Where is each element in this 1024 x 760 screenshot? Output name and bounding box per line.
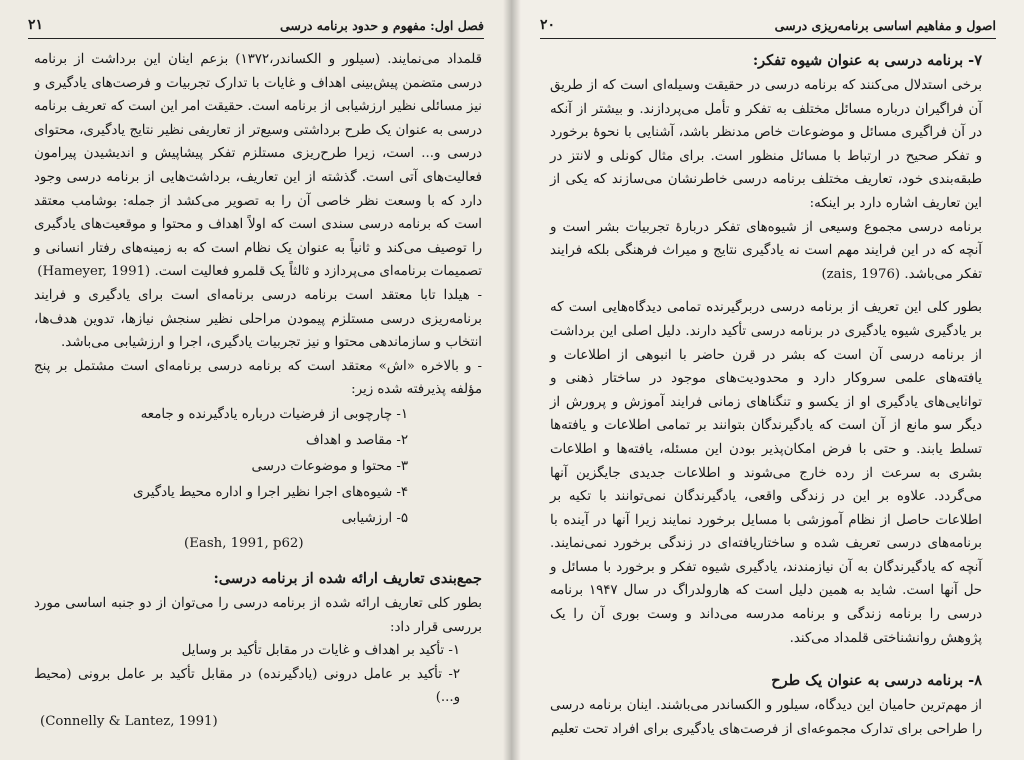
components-list <box>34 402 482 532</box>
list-citation: (Eash, 1991, p62) <box>184 535 304 551</box>
summary-citation: (Connelly & Lantez, 1991) <box>40 713 218 729</box>
spacer <box>550 650 982 668</box>
list-item: ۵- ارزشیابی <box>341 510 408 526</box>
right-paragraph-3: بطور کلی این تعریف از برنامه درسی دربرگیرنده تمامی دیدگاه‌هایی است که بر یادگیری شیوه یادگیری در برنامه درسی تأکید دارند. دلیل اصلی این برداشت از برنامه درسی آن است که بشر در قرن حاضر با انبوهی از اطلاعات و یافته‌های علمی سروکار دارد و محدودیت‌های موجود در ساختار ذهنی و توانایی‌های یادگیری او از یکسو و تنگناهای زمانی فرایند آموزش و پرورش از دیگر سو مانع از آن است که یادگیرندگان بتوانند بر تمامی اطلاعات و یافته‌ها تسلط یابند. و حتی با فرض امکان‌پذیر بودن این مسئله، یافته‌ها و اطلاعات بشری به سرعت از رده خارج می‌شوند و اطلاعات جدیدی جایگزین آنها می‌گردد. علاوه بر این در زندگی واقعی، یادگیرندگان نمی‌توانند با تکیه بر اطلاعات حاصل از نظام آموزشی با مسایل برخورد نمایند زیرا آنها در آینده با برنامه‌های درسی تعریف شده و ساختاریافته‌ای در زندگی برخورد نمی‌نمایند. آنچه که یادگیرندگان به آن نیازمندند، یادگیری شیوه تفکر و برخورد با مسائل و حل آنها است. شاید به همین دلیل است که هارولدراگ در سال ۱۹۴۷ برنامه درسی را برنامه زندگی و برنامه مدرسه می‌داند و وست بوری آن را یک پژوهش روانشناختی قلمداد می‌کند. <box>550 300 982 646</box>
right-header-rule <box>540 38 996 39</box>
right-page-header-title: اصول و مفاهیم اساسی برنامه‌ریزی درسی <box>774 17 996 33</box>
list-item: ۲- مقاصد و اهداف <box>305 432 408 448</box>
summary-heading: جمع‌بندی تعاریف ارائه شده از برنامه درسی: <box>213 569 482 587</box>
left-paragraph-3: - و بالاخره «اش» معتقد است که برنامه درسی برنامه‌ای است مشتمل بر پنج مؤلفه پذیرفته شده زیر: <box>34 358 482 398</box>
section-7-heading: ۷- برنامه درسی به عنوان شیوه تفکر: <box>752 52 982 69</box>
summary-item: ۱- تأکید بر اهداف و غایات در مقابل تأکید بر وسایل <box>181 643 460 659</box>
section-8-heading: ۸- برنامه درسی به عنوان یک طرح <box>771 672 982 690</box>
list-item: ۱- چارچوبی از فرضیات درباره یادگیرنده و جامعه <box>140 406 408 422</box>
left-page-header <box>28 14 484 36</box>
summary-item: ۲- تأکید بر عامل درونی (یادگیرنده) در مقابل تأکید بر عامل برونی (محیط و...) <box>34 666 460 706</box>
left-paragraph-2: - هیلدا تابا معتقد است برنامه درسی برنامه‌ای است برای یادگیری و فرایند برنامه‌ریزی درسی مستلزم پیمودن مراحلی نظیر سنجش نیازها، تدوین هدف‌ها، انتخاب و سازماندهی محتوا و نیز تجربیات یادگیری، اجرا و ارزشیابی می‌باشد. <box>34 287 482 351</box>
right-paragraph-4: از مهم‌ترین حامیان این دیدگاه، سیلور و الکساندر می‌باشند. اینان برنامه درسی را طراحی برای تدارک مجموعه‌ای از فرصت‌های یادگیری برای افراد تحت تعلیم <box>550 698 982 737</box>
left-header-rule <box>28 38 484 39</box>
right-paragraph-1: برخی استدلال می‌کنند که برنامه درسی در حقیقت وسیله‌ای است که از طریق آن فراگیران درباره مسائل مختلف به تفکر و تأمل می‌پردازند. و بیشتر از آنکه در آن فراگیری مسائل و موضوعات خاص مدنظر باشد، آشنایی با نحوهٔ برخورد و تفکر صحیح در ارتباط با مسائل منظور است. برای مثال کونلی و لانتز در طبقه‌بندی خود، تعاریف مختلف برنامه درسی خاطرنشان می‌سازند که یکی از این تعاریف اشاره دارد بر اینکه: <box>550 78 982 211</box>
list-item: ۳- محتوا و موضوعات درسی <box>251 458 408 474</box>
spacer <box>34 556 482 566</box>
right-page-number: ۲۰ <box>540 17 556 33</box>
right-paragraph-2-text: برنامه درسی مجموع وسیعی از شیوه‌های تفکر دربارهٔ تجربیات بشر است و آنچه که در این فرایند مهم است نه یادگیری نتایج و میراث فرهنگی بلکه فرایند تفکر می‌باشد. <box>550 219 982 282</box>
right-paragraph-2 <box>550 216 982 287</box>
right-paragraph-2-citation: (zais, 1976) <box>821 266 901 282</box>
left-paragraph-1 <box>34 48 482 284</box>
right-page <box>512 0 1024 760</box>
spacer <box>550 286 982 296</box>
right-page-body <box>550 48 982 750</box>
left-page-header-title: فصل اول: مفهوم و حدود برنامه درسی <box>279 17 484 33</box>
list-item: ۴- شیوه‌های اجرا نظیر اجرا و اداره محیط یادگیری <box>133 484 408 500</box>
left-paragraph-1-citation: (Hameyer, 1991) <box>37 264 151 280</box>
right-page-header <box>540 14 996 36</box>
left-paragraph-4: بطور کلی تعاریف ارائه شده از برنامه درسی را می‌توان از دو جنبه اساسی مورد بررسی قرار داد: <box>34 595 482 635</box>
left-page-number: ۲۱ <box>28 17 44 33</box>
left-paragraph-1-text: قلمداد می‌نمایند. (سیلور و الکساندر،۱۳۷۲) بزعم اینان این برداشت از برنامه درسی متضمن پیش‌بینی اهداف و غایات با تدارک تجربیات و فرصت‌های یادگیری و نیز مسائلی نظیر ارزشیابی از برنامه است. حقیقت امر این است که تعریف برنامه درسی به عنوان یک طرح برداشتی وسیع‌تر از تعاریفی نظیر نتایج یادگیری، محتوای درسی و... است، زیرا طرح‌ریزی مستلزم تفکر پیشاپیش و اندیشیدن پیرامون فعالیت‌های آتی است. گذشته از این تعاریف، برداشت‌هایی از برنامه درسی وجود دارد که با وسعت نظر خاصی آن را به تصویر می‌کشد از جمله: بوشامب معتقد است که برنامه درسی سندی است که اولاً اهداف و محتوا و موقعیت‌های یادگیری را توصیف می‌کند و ثانیاً به عنوان یک نظام است که به زمینه‌های رفتار انسانی و تصمیمات برنامه‌ای می‌پردازد و ثالثاً یک قلمرو فعالیت است. <box>34 52 482 280</box>
left-page-body <box>34 48 482 750</box>
